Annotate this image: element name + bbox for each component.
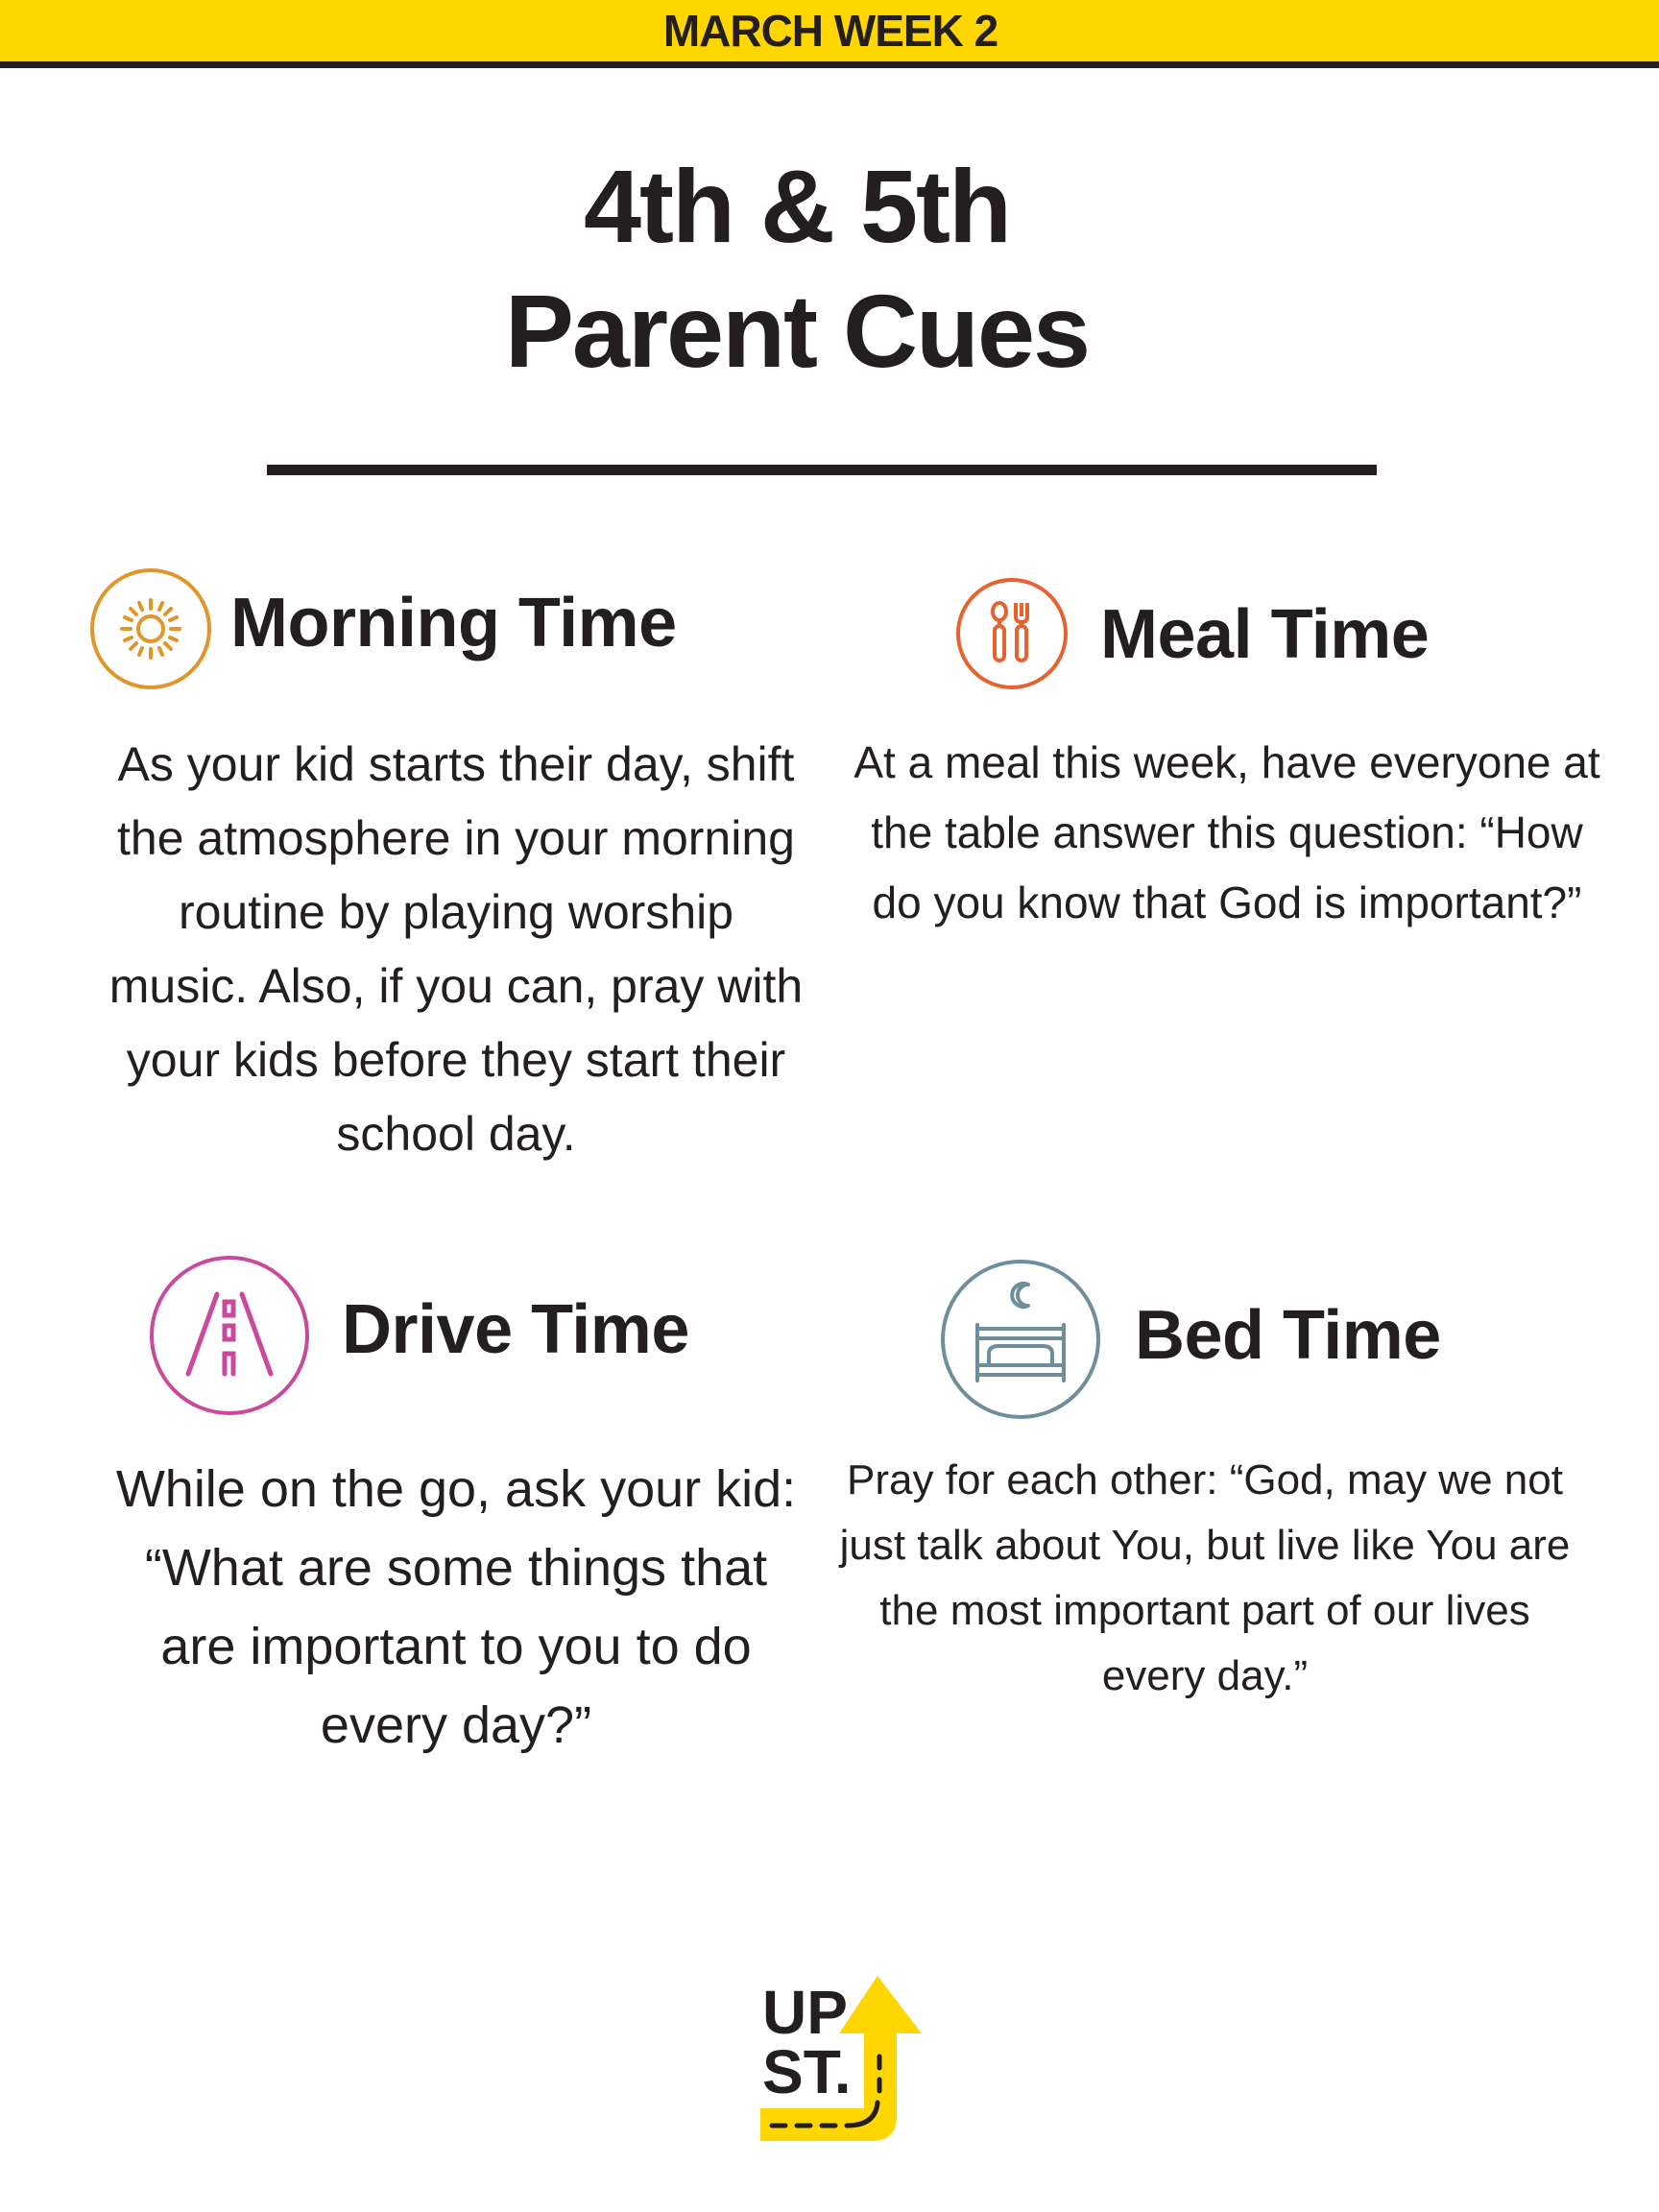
page-title bbox=[0, 144, 1594, 394]
morning-body: As your kid starts their day, shift the atmosphere in your morning routine by playing worship music. Also, if you can, pray with your kids before they start their school day. bbox=[108, 737, 804, 1161]
upstreet-logo bbox=[753, 1972, 926, 2145]
bed-heading: Bed Time bbox=[1135, 1297, 1441, 1374]
drive-heading: Drive Time bbox=[342, 1291, 689, 1368]
bed-moon-icon bbox=[939, 1258, 1102, 1421]
morning-heading: Morning Time bbox=[230, 585, 677, 661]
page-title-line2: Parent Cues bbox=[504, 273, 1090, 389]
bed-body: Pray for each other: “God, may we not just talk about You, but live like You are the most important part of our lives every day.” bbox=[839, 1456, 1571, 1699]
meal-body: At a meal this week, have everyone at the table answer this question: “How do you know that God is important?” bbox=[854, 737, 1600, 927]
page-title-line1: 4th & 5th bbox=[583, 148, 1010, 264]
header-band bbox=[0, 0, 1659, 68]
week-label: MARCH WEEK 2 bbox=[662, 6, 998, 56]
road-icon bbox=[148, 1254, 311, 1417]
logo-line2: ST. bbox=[762, 2037, 852, 2106]
utensils-icon bbox=[954, 576, 1070, 691]
logo-line1: UP bbox=[762, 1978, 848, 2047]
sun-icon bbox=[88, 566, 213, 691]
meal-heading: Meal Time bbox=[1100, 596, 1430, 673]
drive-body: While on the go, ask your kid: “What are some things that are important to you to do every day?” bbox=[115, 1460, 797, 1754]
title-divider bbox=[267, 465, 1377, 475]
